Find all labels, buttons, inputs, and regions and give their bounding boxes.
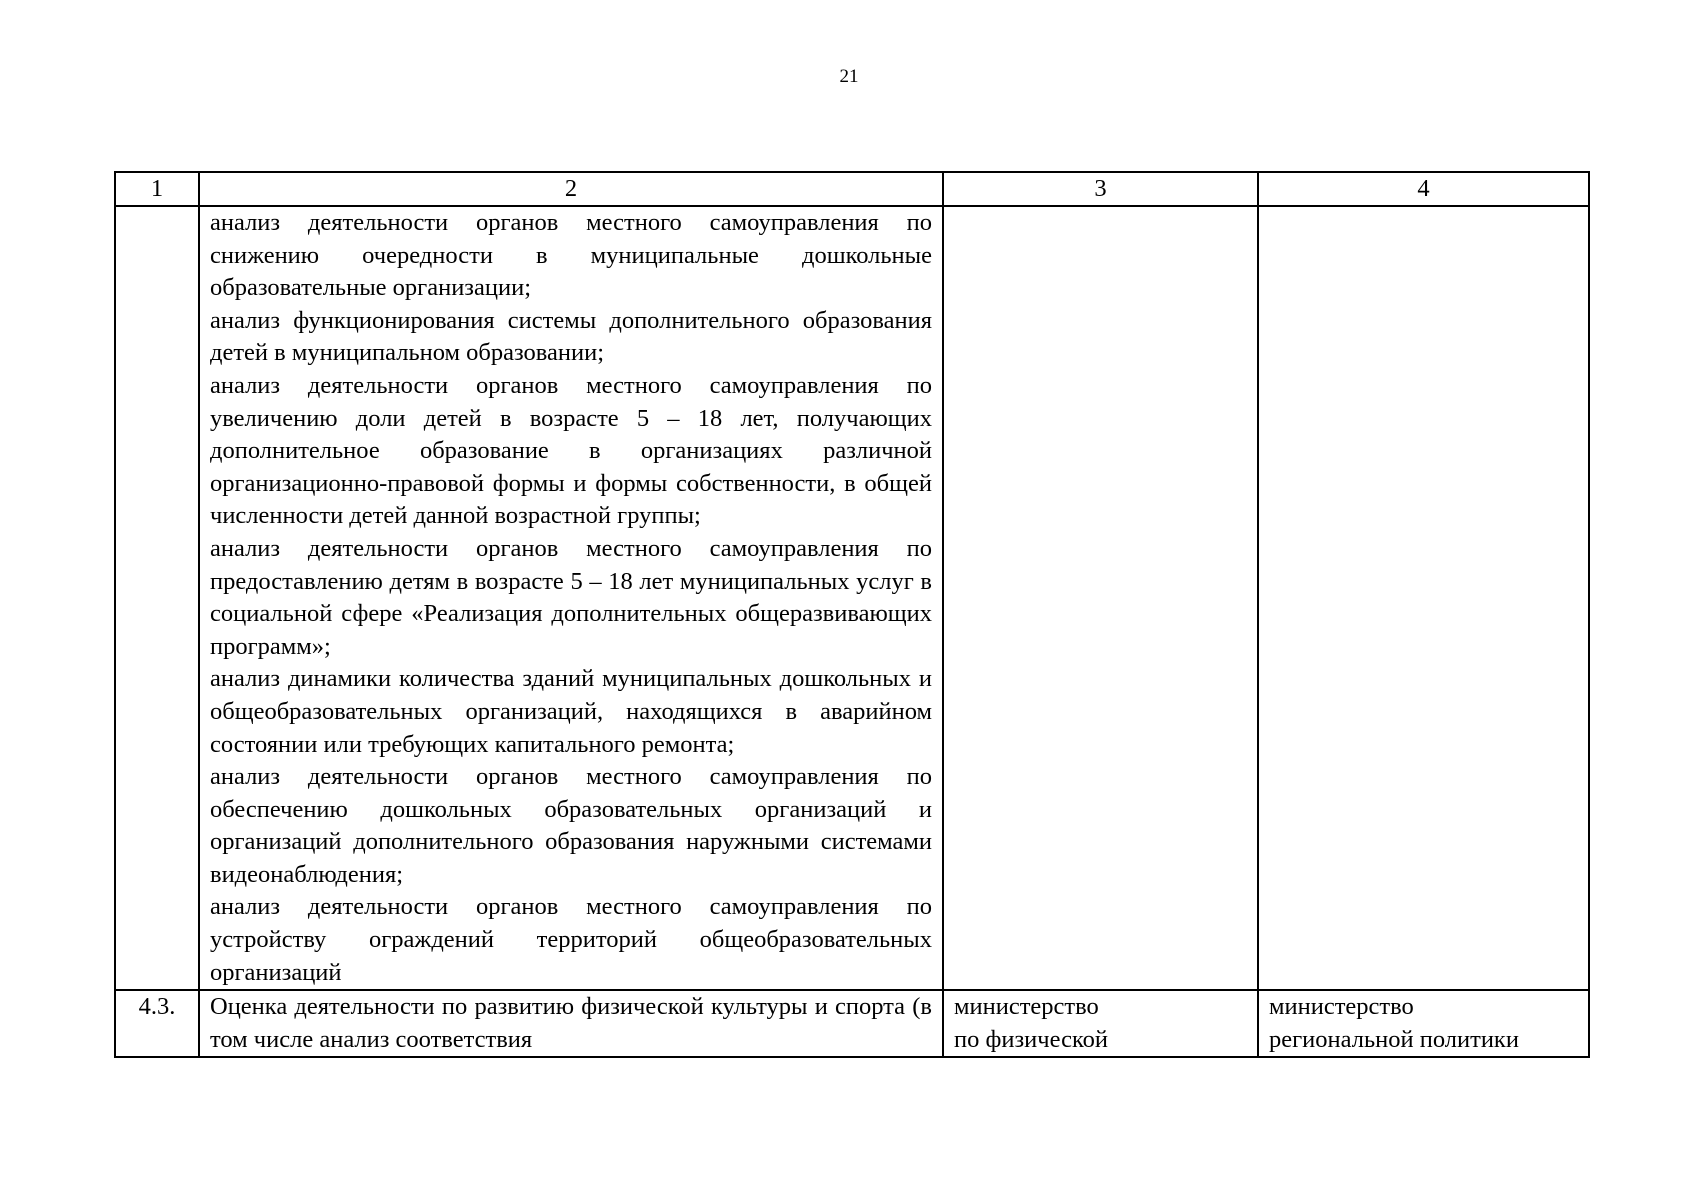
responsible-cell <box>943 990 1258 1057</box>
header-cell-3: 3 <box>943 172 1258 206</box>
measure-paragraph: анализ динамики количества зданий муниципальных дошкольных и общеобразовательных организаций, находящихся в аварийном состоянии или требующих капитального ремонта; <box>210 665 932 758</box>
measure-paragraph: анализ деятельности органов местного самоуправления по снижению очередности в муниципальные дошкольные образовательные организации; <box>210 209 932 302</box>
measure-paragraph: Оценка деятельности по развитию физической культуры и спорта (в том числе анализ соответствия <box>210 993 932 1053</box>
coexecutor-cell <box>1258 990 1589 1057</box>
coexecutor-cell <box>1258 206 1589 990</box>
measures-text-cell <box>199 206 943 990</box>
row-number-cell <box>115 206 199 990</box>
header-cell-2: 2 <box>199 172 943 206</box>
responsible-cell <box>943 206 1258 990</box>
table-row-4-3 <box>115 990 1589 1057</box>
coexecutor-line: министерство <box>1269 993 1414 1021</box>
coexecutor-line: региональной политики <box>1269 1025 1519 1053</box>
page-number: 21 <box>839 66 859 87</box>
header-cell-4: 4 <box>1258 172 1589 206</box>
measure-paragraph: анализ деятельности органов местного самоуправления по увеличению доли детей в возрасте 5 – 18 лет, получающих дополнительное образование в организациях различной организационно-правовой формы и формы собственности, в общей численности детей данной возрастной группы; <box>210 371 932 530</box>
row-number-cell: 4.3. <box>115 990 199 1057</box>
measures-text-cell <box>199 990 943 1057</box>
header-cell-1: 1 <box>115 172 199 206</box>
table-row-continuation <box>115 206 1589 990</box>
measure-paragraph: анализ деятельности органов местного самоуправления по устройству ограждений территорий общеобразовательных организаций <box>210 893 932 986</box>
main-table <box>114 171 1590 1058</box>
table-header-row <box>115 172 1589 206</box>
measure-paragraph: анализ деятельности органов местного самоуправления по предоставлению детям в возрасте 5 – 18 лет муниципальных услуг в социальной сфере «Реализация дополнительных общеразвивающих программ»; <box>210 534 932 660</box>
responsible-line: министерство <box>954 993 1099 1021</box>
measure-paragraph: анализ деятельности органов местного самоуправления по обеспечению дошкольных образовательных организаций и организаций дополнительного образования наружными системами видеонаблюдения; <box>210 763 932 888</box>
responsible-line: по физической <box>954 1025 1108 1053</box>
measure-paragraph: анализ функционирования системы дополнительного образования детей в муниципальном образовании; <box>210 306 932 367</box>
